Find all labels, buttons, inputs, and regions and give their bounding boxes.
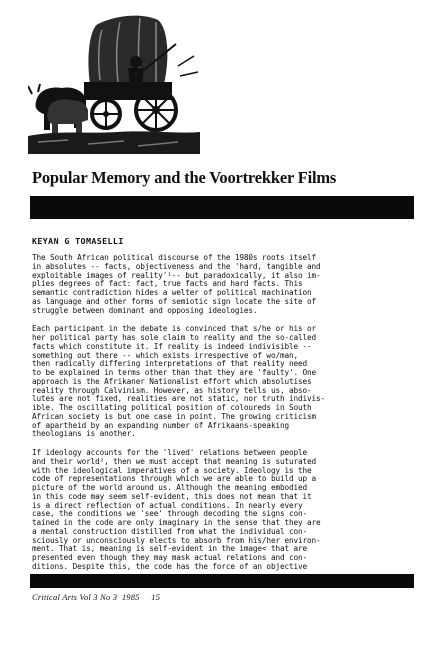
paragraph-2 (32, 325, 414, 439)
text-line: facts which constitute it. If reality is indeed indivisible -- (32, 342, 312, 351)
text-line: reality through Calvinism. However, as history tells us, abso- (32, 386, 312, 395)
text-line: ditions. Despite this, the code has the force of an objective (32, 562, 308, 571)
text-line: a mental construction distilled from what the individual con- (32, 527, 308, 536)
text-line: presented even though they may mask actual relations and con- (32, 554, 308, 562)
text-line: in absolutes -- facts, objectiveness and the 'hard, tangible and (32, 262, 321, 271)
black-divider-bar-bottom (30, 574, 414, 588)
text-line: as language and other forms of semiotic sign locate the site of (32, 297, 317, 306)
text-line: case, the conditions we 'see' through decoding the signs con- (32, 510, 308, 519)
text-line: African society is but one case in point. The growing criticism (32, 412, 317, 421)
journal-citation: Critical Arts Vol 3 No 3 1985 (32, 592, 140, 602)
text-line: exploitable images of reality'¹-- but paradoxically, it also im- (32, 271, 321, 280)
text-line: her political party has sole claim to reality and the so-called (32, 334, 317, 342)
black-divider-bar (30, 196, 414, 219)
text-line: something out there -- which exists irrespective of wo/man, (32, 351, 298, 360)
paragraph-1 (32, 254, 414, 315)
text-line: theologians is another. (32, 430, 136, 439)
author-name: KEYAN G TOMASELLI (32, 236, 124, 246)
text-line: ible. The oscillating political position of coloureds in South (32, 404, 312, 412)
text-line: tained in the code are only imaginary in the sense that they are (32, 519, 321, 527)
text-line: lutes are not fixed, realities are not static, nor truth indivis- (32, 395, 326, 404)
text-line: with the ideological imperatives of a society. Ideology is the (32, 466, 312, 475)
journal-footer (32, 592, 160, 602)
text-line: then radically differing interpretations of that reality need (32, 360, 308, 369)
article-body (32, 254, 414, 582)
text-line: picture of the world around us. Although the meaning embodied (32, 484, 308, 492)
text-line: ment. That is, meaning is self-evident in the image< that are (32, 545, 308, 554)
text-line: and their world², then we must accept that meaning is suturated (32, 457, 317, 466)
text-line: of apartheid by an expanding number of Afrikaans-speaking (32, 421, 289, 430)
text-line: Each participant in the debate is convinced that s/he or his or (32, 325, 317, 334)
article-title: Popular Memory and the Voortrekker Films (32, 168, 337, 187)
paragraph-3 (32, 449, 414, 572)
text-line: approach is the Afrikaner Nationalist effort which absolutises (32, 377, 312, 386)
text-line: If ideology accounts for the 'lived' relations between people (32, 449, 308, 457)
text-line: code of representations through which we are able to build up a (32, 475, 317, 484)
text-line: plies degrees of fact: fact, true facts and hard facts. This (32, 280, 303, 289)
text-line: to be explained in terms other than that they are 'faulty'. One (32, 369, 317, 377)
text-line: in this code may seem self-evident, this does not mean that it (32, 492, 312, 501)
text-line: is a direct reflection of actual conditions. In nearly every (32, 501, 303, 510)
text-line: semantic contradiction hides a welter of political machination (32, 289, 312, 297)
ox-wagon-illustration (28, 6, 200, 154)
text-line: The South African political discourse of the 1980s roots itself (32, 254, 317, 262)
page-number: 15 (151, 592, 161, 602)
text-line: sciously or unconsciously elects to absorb from his/her environ- (32, 536, 321, 545)
text-line: struggle between dominant and opposing ideologies. (32, 306, 258, 315)
